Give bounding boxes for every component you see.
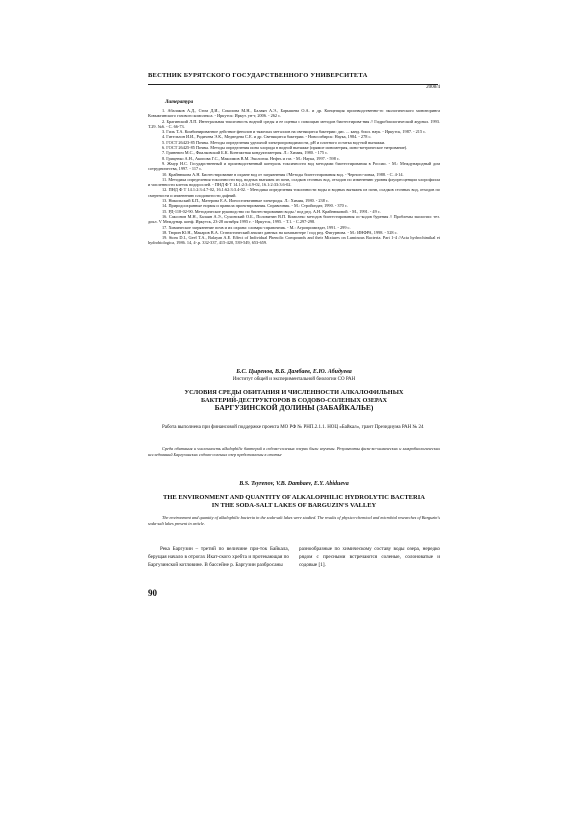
reference-item: 9. Жмур Н.С. Государственный и производственный контроль токсичности вод методами биотестирования в России. - М.: Международный дом сотрудничества, 1997. - 117 с. xyxy=(148,160,440,172)
article-title-english xyxy=(148,494,440,510)
reference-item: 15. РД-118-02-90. Методическое руководство по биотестированию воды / под ред. А.Н. Крайнюковой. - М., 1991. - 49 с. xyxy=(162,208,381,214)
reference-item: 8. Гриценко А.Н., Акопова Г.С., Максимов В.М. Экология. Нефть и газ. - М.: Наука, 1997. - 598 с. xyxy=(162,155,340,161)
reference-item: 18. Тюрин Ю.Н., Макаров В.А. Статистический анализ данных на компьютере / под ред. Фигурнова. - М.: ИНФРА, 1998. - 528 с. xyxy=(162,229,398,235)
reference-item: 6. ГОСТ 26425-85 Почвы. Методы определения иона хлорида в водной вытяжке (прямое ионометрия, ионо-метрическое титрование). xyxy=(162,145,408,151)
authors-russian: Б.С. Цыренов, В.Б. Дамбаев, Е.Ю. Абидуева xyxy=(236,369,352,375)
title-en-line: THE ENVIRONMENT AND QUANTITY OF ALKALOPHILIC HYDROLYTIC BACTERIA xyxy=(163,494,425,501)
body-paragraph: Река Баргузин – третий по величине при-ток Байкала, берущая начало в отрогах Икат-ского хребта и протекающая по Баргузинской котловине. В бассейне р. Баргузин разбросаны xyxy=(148,546,289,569)
institute-russian: Институт общей и экспериментальной биологии СО РАН xyxy=(232,377,356,382)
reference-list xyxy=(148,108,440,246)
reference-item: 5. ГОСТ 26423-85 Почвы. Методы определения удельной электропроводимости, рН и плотного остатка вод-ной вытяжки. xyxy=(162,139,386,145)
header-rule xyxy=(148,84,438,85)
title-ru-line: БАРГУЗИНСКОЙ ДОЛИНЫ (ЗАБАЙКАЛЬЕ) xyxy=(214,403,374,412)
title-ru-line: БАКТЕРИЙ-ДЕСТРУКТОРОВ В СОДОВО-СОЛЕНЫХ ОЗЕРАХ xyxy=(200,396,388,404)
reference-item: 10. Крайнюкова А.Н. Биотестирование в охране вод от загрязнения //Методы биотестирования вод. - Черного-ловка, 1988. - С. 4-14. xyxy=(162,171,404,177)
page-number: 90 xyxy=(148,588,157,598)
journal-header: ВЕСТНИК БУРЯТСКОГО ГОСУДАРСТВЕННОГО УНИВЕРСИТЕТА xyxy=(148,72,368,79)
reference-item: 11. Методика определения токсичности вод, водных вытяжек из почв, осадков сточных вод, отходов по изменению уровня флуоресценции хлорофилла и численности клеток водорослей. - ПНД Ф Т 14.1:2:3:4.9-02, 16.1:2:33:3.6-02. xyxy=(148,176,440,188)
issue-number: 2008/4 xyxy=(426,85,440,90)
title-en-line: IN THE SODA-SALT LAKES OF BARGUZIN'S VALLEY xyxy=(211,502,377,509)
grant-note: Работа выполнена при финансовой поддержке проекта МО РФ № РНП.2.1.1. НОЦ «Байкал», грант Президиума РАН № 24 xyxy=(162,425,424,430)
abstract-russian: Среда обитания и численность alkalophilic бактерий в содово-соленых озерах были изучены. Результаты физи-ко-химических и микробиологических исследований Баргузинских содово-соленых озер представлены в статье xyxy=(148,446,440,458)
body-column-left xyxy=(148,545,289,570)
reference-item: 13. Никольский Б.П., Матерова Е.А. Ионоселективные электроды. Л.: Химия, 1980. - 238 с. xyxy=(162,198,329,204)
body-paragraph: разнообразные по химическому составу воды озера, нередко рядом с пресными встречаются соленые, солоноватые и содовые [1]. xyxy=(299,546,440,569)
reference-item: 1. Абалаков А.Д., Стом Д.И., Соколова М.Н., Балаян А.Э., Барышева О.А. и др. Концепция производственно-го экологического мониторинга Ковыктинского газового комплекса. - Иркутск: Иркут. ун-т, 2006. - 262 с. xyxy=(148,108,440,119)
reference-item: 12. ПНД Ф Т 14.1:2:3:4.7-02, 16.1:62:3:3.4-02. - Методика определения токсичности воды и водных вытяжек из почв, осадков сточных вод, отходов по смертности и изменению плодовитости дафний. xyxy=(148,187,440,198)
reference-item: 17. Химическое загрязнение почв и их охрана: словарь-справочник. - М.: Агропромиздат, 1991. - 299 с. xyxy=(162,224,351,230)
literature-heading: Литература xyxy=(165,100,194,105)
title-ru-line: УСЛОВИЯ СРЕДЫ ОБИТАНИЯ И ЧИСЛЕННОСТИ АЛКАЛОФИЛЬНЫХ xyxy=(184,389,404,396)
reference-item: 2. Брагинский Л.П. Интегральная токсичность водной среды и ее оценка с помощью методов биотестирова-ния // Гидробиологический журнал. 1993. Т.29. №6. - С. 66-73. xyxy=(148,118,440,129)
body-text xyxy=(148,545,440,570)
reference-item: 19. Stom D.I., Geel T.A., Balayan A.E. Effect of Individual Phenolic Compounds and their Mixtures on Luminous Bacteria. Part 1-4 //Acta hydrochimikal et hydrobiologica, 1986. 14, 4-.p. 332-337, 415-420, 539-549, 653-659. xyxy=(148,235,440,246)
body-column-right xyxy=(299,545,440,570)
reference-item: 3. Гиль Т.А. Комбинированное действие фенолов и тяжелых металлов на светящиеся бактерии: дис. ... канд. биол. наук. - Иркутск, 1987. - 215 с. xyxy=(162,129,427,135)
abstract-english: The environment and quantity of alkalophilic bacteria in the soda-salt lakes were studied. The results of physico-chemical and microbial researches of Barguzin's soda-salt lakes present in article. xyxy=(148,515,440,527)
reference-item: 14. Природоохранные нормы и правила проектирования. Справочник. - М.: Стройиздат, 1990. - 370 с. xyxy=(162,203,348,209)
reference-item: 7. Гриневич М.С., Фиалковский Б.К. Контактная кондуктометрия. Л.: Химия, 1980. - 175 с. xyxy=(162,150,329,156)
article-title-russian xyxy=(148,389,440,412)
authors-english: B.S. Tsyrenov, V.B. Dambaev, E.Y. Abidueva xyxy=(239,481,349,487)
reference-item: 4. Гительзон И.И., Родичева Э.К., Медведева С.Е. и др. Светящиеся бактерии. - Новосибирск: Наука, 1984. - 278 с. xyxy=(162,134,372,140)
reference-item: 16. Саксонов М.Н., Балаян А.Э., Сухинский О.Б., Половитин В.П. Комплекс методов биотестирования ос-кодов бурения // Проблемы экологии: тез. докл. V Междунар. конф. Иркутск, 23-28 октября 1995 г. - Иркутск, 1995. - Т.1. - С.297-298. xyxy=(148,213,440,225)
